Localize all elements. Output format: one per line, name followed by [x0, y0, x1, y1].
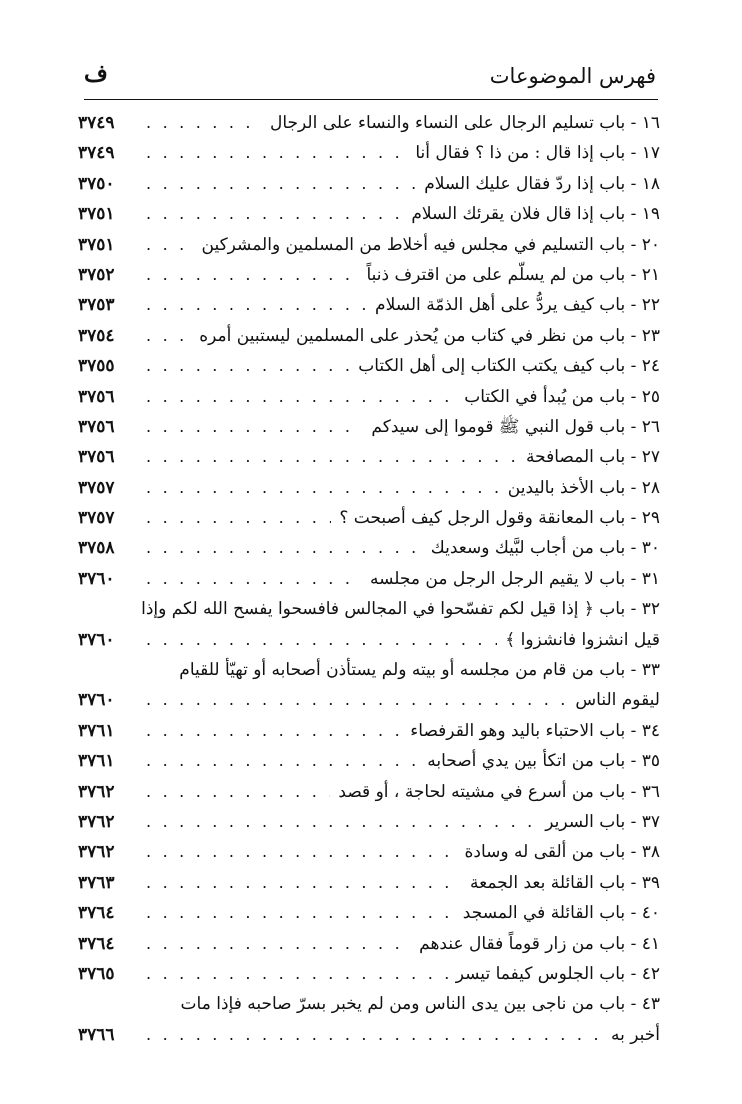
dot-leader	[146, 199, 403, 229]
toc-entry-page-number: ٣٧٥٢	[78, 264, 115, 285]
dot-leader	[146, 260, 358, 290]
toc-entry	[78, 382, 660, 412]
dot-leader	[146, 412, 363, 442]
page-header-title: فهرس الموضوعات	[489, 64, 656, 88]
toc-entry	[78, 230, 660, 260]
toc-entry-title: أخبر به	[611, 1024, 660, 1045]
toc-entry-page-number: ٣٧٦٠	[78, 568, 115, 589]
toc-entry	[78, 716, 660, 746]
toc-entry	[78, 807, 660, 837]
dot-leader	[146, 564, 362, 594]
toc-entry-page-number: ٣٧٦٢	[78, 781, 115, 802]
toc-entry-title: ٣٥ - باب من اتكأ بين يدي أصحابه	[427, 751, 660, 772]
toc-entry	[78, 108, 660, 138]
toc-entry-title: ٣٩ - باب القائلة بعد الجمعة	[470, 872, 660, 893]
toc-entry-page-number: ٣٧٥٦	[78, 386, 115, 407]
toc-entry-page-number: ٣٧٥٦	[78, 416, 115, 437]
toc-entry-page-number: ٣٧٦٦	[78, 1024, 115, 1045]
toc-entry-page-number: ٣٧٦٢	[78, 842, 115, 863]
toc-entry	[78, 442, 660, 472]
toc-entry	[78, 138, 660, 168]
toc-entry-title: ٣٨ - باب من ألقى له وسادة	[464, 842, 660, 863]
toc-entry-title: ٢٣ - باب من نظر في كتاب من يُحذر على المسلمين ليستبين أمره	[199, 325, 660, 346]
toc-entry-page-number: ٣٧٦٠	[78, 629, 115, 650]
dot-leader	[146, 351, 350, 381]
dot-leader	[146, 503, 331, 533]
toc-entry-page-number: ٣٧٦٤	[78, 933, 115, 954]
toc-entry-title: ١٨ - باب إذا ردّ فقال عليك السلام	[424, 173, 660, 194]
toc-entry-title: ٢٢ - باب كيف يردُّ على أهل الذمّة السلام	[375, 295, 660, 316]
dot-leader	[146, 138, 407, 168]
dot-leader	[146, 959, 448, 989]
toc-entry-page-number: ٣٧٦١	[78, 751, 115, 772]
dot-leader	[146, 929, 411, 959]
toc-entry-title: ٣١ - باب لا يقيم الرجل الرجل من مجلسه	[370, 568, 660, 589]
toc-entry-page-number: ٣٧٦٣	[78, 872, 115, 893]
dot-leader	[146, 290, 367, 320]
toc-entry	[78, 837, 660, 867]
toc-entry-title: ٣٧ - باب السرير	[545, 811, 660, 832]
toc-entry-page-number: ٣٧٥٧	[78, 477, 115, 498]
dot-leader	[146, 625, 497, 655]
toc-entry-title: ١٧ - باب إذا قال : من ذا ؟ فقال أنا	[415, 143, 660, 164]
toc-entry	[78, 898, 660, 928]
toc-entry-title: ٢٩ - باب المعانقة وقول الرجل كيف أصبحت ؟	[339, 508, 660, 529]
toc-entry-first-line: ٣٣ - باب من قام من مجلسه أو بيته ولم يستأذن أصحابه أو تهيّأ للقيام	[179, 660, 660, 681]
toc-entry-page-number: ٣٧٥٤	[78, 325, 115, 346]
toc-entry-title: ٣٠ - باب من أجاب لبَّيك وسعديك	[430, 538, 660, 559]
toc-entry	[78, 321, 660, 351]
toc-entry-title: ٢٦ - باب قول النبي ﷺ قوموا إلى سيدكم	[371, 416, 660, 437]
dot-leader	[146, 837, 457, 867]
toc-entry	[78, 290, 660, 320]
toc-entry-page-number: ٣٧٦٤	[78, 903, 115, 924]
toc-entry	[78, 260, 660, 290]
toc-entry	[78, 777, 660, 807]
toc-entry-page-number: ٣٧٤٩	[78, 113, 115, 133]
toc-entry	[78, 746, 660, 776]
toc-entry-page-number: ٣٧٥٥	[78, 356, 115, 377]
dot-leader	[146, 898, 455, 928]
toc-entry	[78, 1020, 660, 1050]
toc-entry-title: ٤١ - باب من زار قوماً فقال عندهم	[419, 933, 660, 954]
toc-entry-page-number: ٣٧٥٦	[78, 447, 115, 468]
toc-entry-title: ليقوم الناس	[575, 690, 660, 711]
dot-leader	[146, 230, 194, 260]
toc-entry-page-number: ٣٧٥٣	[78, 295, 115, 316]
dot-leader	[146, 746, 419, 776]
dot-leader	[146, 442, 518, 472]
dot-leader	[146, 169, 416, 199]
dot-leader	[146, 685, 567, 715]
dot-leader	[146, 1020, 603, 1050]
toc-entry-page-number: ٣٧٥١	[78, 204, 115, 225]
toc-entry	[78, 959, 660, 989]
toc-entry-title: قيل انشزوا فانشزوا ﴾	[505, 629, 660, 650]
dot-leader	[146, 382, 456, 412]
dot-leader	[146, 108, 262, 138]
toc-entry	[78, 685, 660, 715]
toc-entry	[78, 533, 660, 563]
dot-leader	[146, 807, 537, 837]
toc-entry	[78, 412, 660, 442]
toc-entry	[78, 473, 660, 503]
toc-entry-page-number: ٣٧٦٥	[78, 963, 115, 984]
toc-entry-page-number: ٣٧٦٢	[78, 811, 115, 832]
toc-entry-title: ٢١ - باب من لم يسلّم على من اقترف ذنباً	[366, 264, 660, 285]
toc-entry	[78, 199, 660, 229]
dot-leader	[146, 473, 500, 503]
toc-entry-page-number: ٣٧٥٠	[78, 173, 115, 194]
dot-leader	[146, 868, 462, 898]
toc-entry-page-number: ٣٧٦١	[78, 720, 115, 741]
table-of-contents	[78, 108, 660, 1050]
toc-entry-title: ٣٤ - باب الاحتباء باليد وهو القرفصاء	[410, 720, 660, 741]
toc-entry-title: ١٩ - باب إذا قال فلان يقرئك السلام	[411, 204, 660, 225]
toc-entry-page-number: ٣٧٦٠	[78, 690, 115, 711]
toc-entry-title: ٢٧ - باب المصافحة	[525, 447, 660, 468]
dot-leader	[146, 716, 402, 746]
toc-entry-title: ٢٤ - باب كيف يكتب الكتاب إلى أهل الكتاب	[358, 356, 660, 377]
toc-entry-title: ٤٠ - باب القائلة في المسجد	[462, 903, 660, 924]
toc-entry-page-number: ٣٧٥١	[78, 234, 115, 255]
toc-entry-page-number: ٣٧٥٧	[78, 508, 115, 529]
toc-entry	[78, 351, 660, 381]
toc-entry-first-line: ٣٢ - باب ﴿ إذا قيل لكم تفسّحوا في المجالس فافسحوا يفسح الله لكم وإذا	[141, 599, 660, 620]
toc-entry-title: ٢٠ - باب التسليم في مجلس فيه أخلاط من المسلمين والمشركين	[201, 234, 660, 255]
toc-entry-page-number: ٣٧٥٨	[78, 538, 115, 559]
toc-entry	[78, 625, 660, 655]
dot-leader	[146, 321, 191, 351]
toc-entry-page-number: ٣٧٤٩	[78, 143, 115, 164]
toc-entry-first-line: ٤٣ - باب من ناجى بين يدى الناس ومن لم يخبر بسرّ صاحبه فإذا مات	[180, 994, 660, 1015]
toc-entry	[78, 503, 660, 533]
dot-leader	[146, 777, 330, 807]
toc-entry	[78, 868, 660, 898]
toc-entry	[78, 564, 660, 594]
header-rule	[84, 99, 658, 100]
dot-leader	[146, 533, 423, 563]
toc-entry-title: ٤٢ - باب الجلوس كيفما تيسر	[455, 963, 660, 984]
toc-entry	[78, 929, 660, 959]
toc-entry-title: ٣٦ - باب من أسرع في مشيته لحاجة ، أو قصد	[338, 781, 660, 802]
toc-entry-title: ١٦ - باب تسليم الرجال على النساء والنساء على الرجال	[269, 113, 660, 133]
page-folio-number: ف	[84, 60, 108, 87]
toc-entry-title: ٢٥ - باب من يُبدأ في الكتاب	[464, 386, 660, 407]
toc-entry-title: ٢٨ - باب الأخذ باليدين	[507, 477, 660, 498]
toc-entry	[78, 169, 660, 199]
